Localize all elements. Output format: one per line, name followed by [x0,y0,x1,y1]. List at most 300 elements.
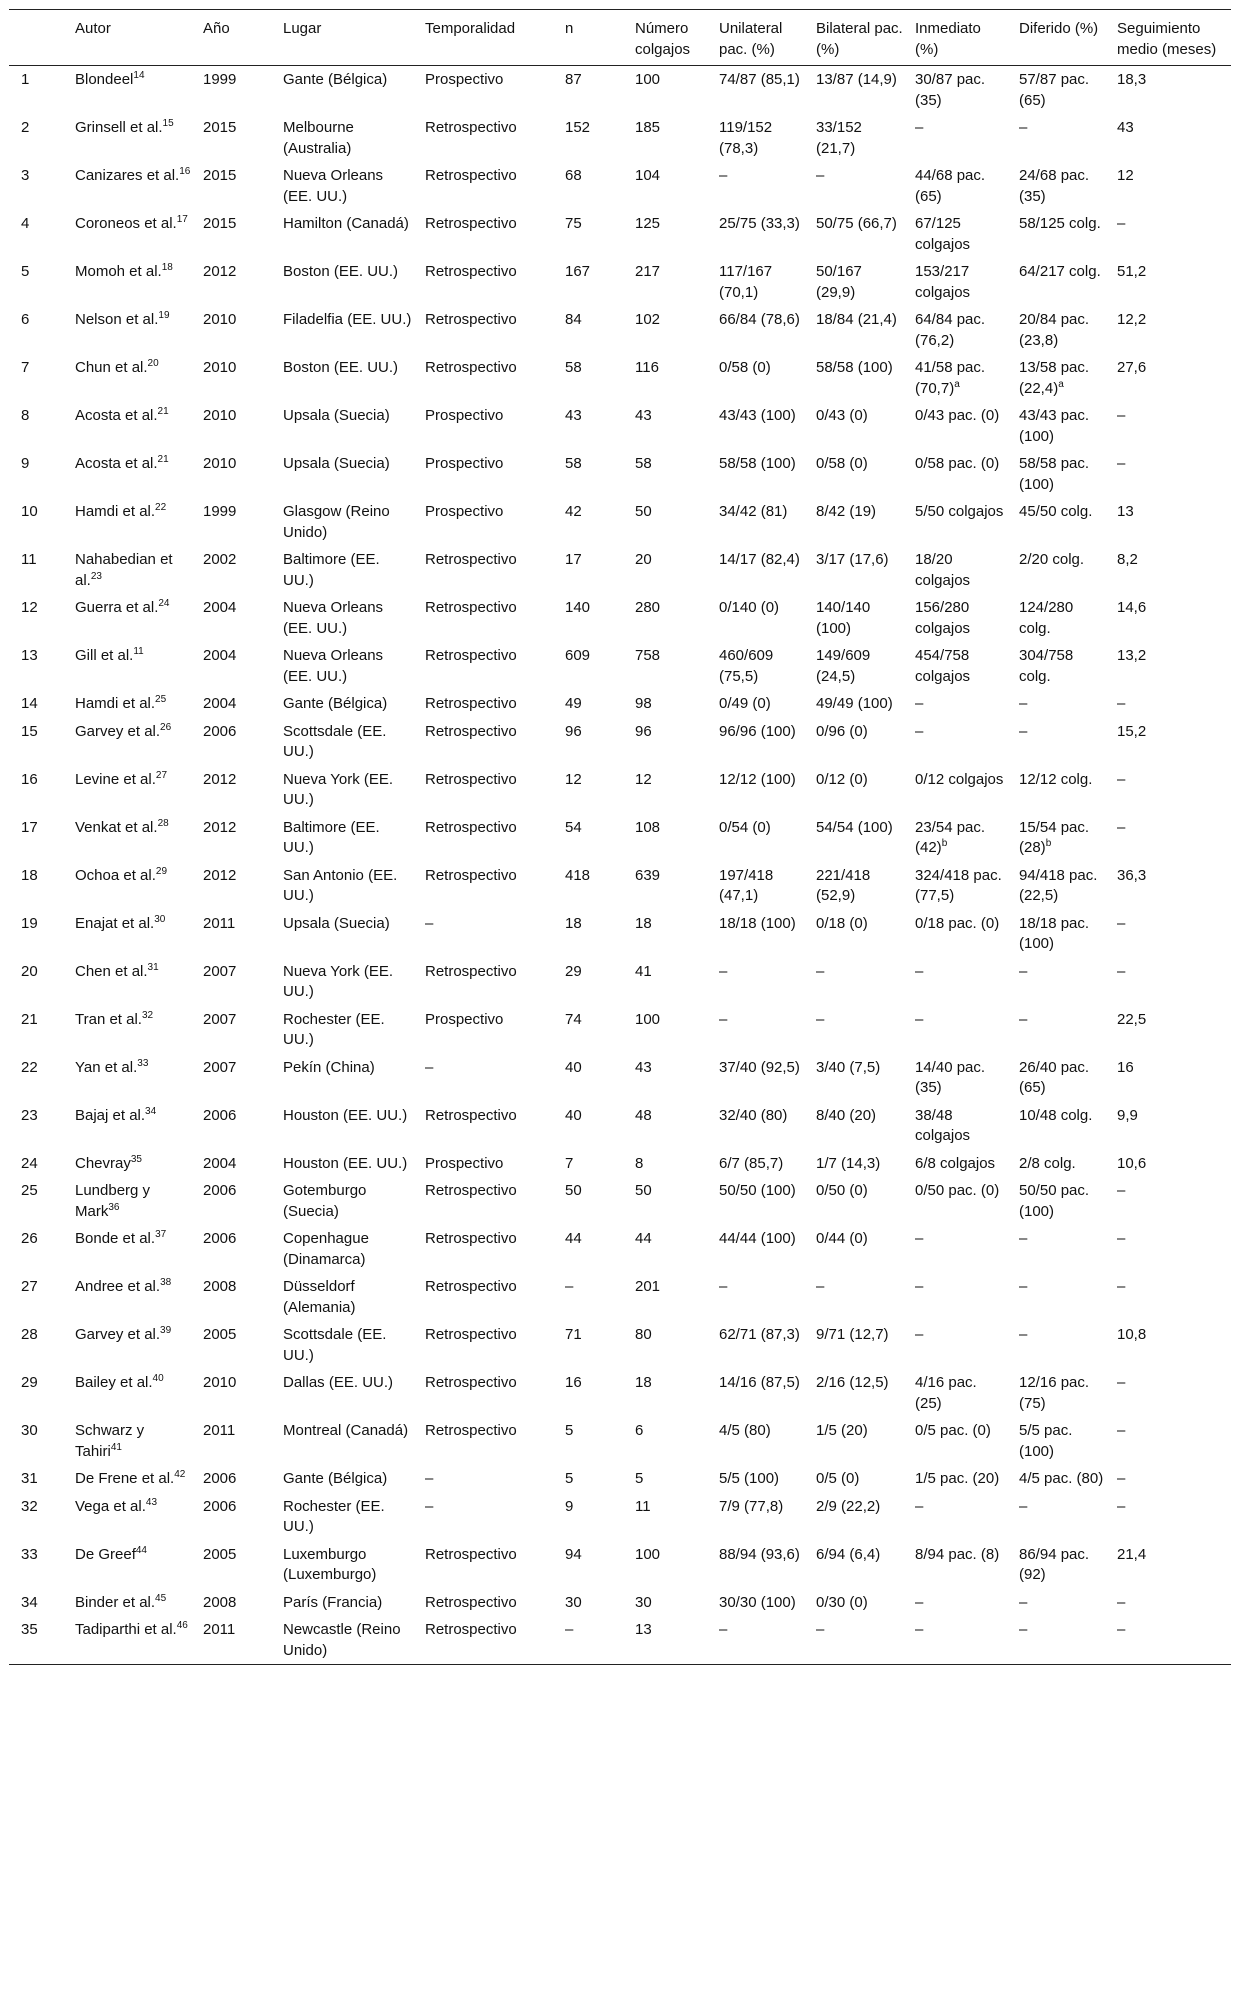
immediate-value: 67/125 colgajos [915,215,971,253]
author-cell [69,1616,197,1665]
immediate-value: 324/418 pac. (77,5) [915,866,1002,904]
immediate-value: – [915,1010,924,1028]
author-cell [69,594,197,642]
reference-number: 21 [157,454,169,465]
reference-number: 45 [155,1592,167,1604]
author-cell [69,1417,197,1465]
reference-number: 20 [147,358,159,369]
year-cell: 1999 [203,71,237,88]
immediate-cell [909,1369,1013,1417]
author-name: Coroneos et al. [75,215,177,232]
row-number: 5 [21,263,30,280]
followup-cell: – [1117,962,1126,980]
unilateral-cell: 96/96 (100) [719,722,796,740]
delayed-value: 94/418 pac. (22,5) [1019,866,1098,904]
followup-cell: – [1117,215,1126,232]
temporality-cell: Retrospectivo [425,1326,517,1343]
immediate-value: 18/20 colgajos [915,551,971,589]
immediate-value: – [915,1621,924,1638]
delayed-cell [1013,1054,1111,1102]
delayed-value: 26/40 pac. (65) [1019,1058,1090,1096]
reference-number: 43 [145,1496,158,1508]
row-number: 31 [21,1470,38,1487]
year-cell: 2006 [203,1182,237,1199]
delayed-value: – [1019,695,1028,712]
reference-number: 26 [160,721,172,733]
author-cell [69,1465,197,1493]
followup-cell: 12,2 [1117,311,1147,328]
location-cell: Rochester (EE. UU.) [283,1010,385,1048]
immediate-value: – [915,722,924,740]
delayed-cell [1013,258,1111,306]
immediate-cell [909,1102,1013,1150]
table-row [9,766,1231,814]
immediate-cell [909,718,1013,766]
studies-table [9,9,1231,1665]
table-row [9,210,1231,258]
table-row [9,910,1231,958]
immediate-value: 156/280 colgajos [915,599,971,637]
reference-number: 37 [155,1229,167,1240]
n-cell: 96 [565,722,582,740]
delayed-value: – [1019,1593,1028,1611]
delayed-cell [1013,1273,1111,1321]
author-cell [69,258,197,306]
immediate-value: 8/94 pac. (8) [915,1545,1000,1563]
immediate-value: 4/16 pac. (25) [915,1374,977,1412]
delayed-cell [1013,1417,1111,1465]
immediate-cell [909,1273,1013,1321]
reference-number: 11 [133,646,144,657]
unilateral-cell: 119/152 (78,3) [719,119,773,157]
immediate-value: 23/54 pac. (42) [915,818,986,856]
immediate-value: 14/40 pac. (35) [915,1058,986,1096]
temporality-cell: Prospectivo [425,455,504,472]
n-cell: 30 [565,1593,582,1611]
table-row [9,1493,1231,1541]
row-number: 16 [21,770,38,788]
delayed-value: 12/12 colg. [1019,770,1093,788]
unilateral-cell: 12/12 (100) [719,770,796,788]
unilateral-cell: 37/40 (92,5) [719,1058,800,1076]
header-lugar: Lugar [283,20,322,37]
followup-cell: 18,3 [1117,71,1147,88]
delayed-value: 58/58 pac. (100) [1019,455,1090,493]
immediate-cell [909,642,1013,690]
reference-number: 31 [147,961,159,973]
followup-cell: – [1117,1593,1126,1611]
delayed-value: 43/43 pac. (100) [1019,407,1090,445]
delayed-value: 50/50 pac. (100) [1019,1182,1090,1220]
delayed-value: 57/87 pac. (65) [1019,71,1090,109]
reference-number: 21 [157,406,169,417]
year-cell: 2007 [203,962,237,980]
row-number: 34 [21,1593,38,1611]
bilateral-cell: 0/43 (0) [816,407,868,424]
location-cell: París (Francia) [283,1593,383,1611]
delayed-cell [1013,1102,1111,1150]
year-cell: 2010 [203,407,237,424]
author-name: Nelson et al. [75,311,159,328]
table-row [9,1417,1231,1465]
immediate-value: 454/758 colgajos [915,647,971,685]
immediate-value: 64/84 pac. (76,2) [915,311,986,349]
delayed-value: 304/758 colg. [1019,647,1074,685]
author-name: Chun et al. [75,359,148,376]
immediate-value: 0/58 pac. (0) [915,455,1000,472]
reference-number: 41 [110,1441,122,1453]
year-cell: 2008 [203,1278,237,1295]
delayed-value: 10/48 colg. [1019,1106,1093,1124]
author-name: Bonde et al. [75,1230,156,1247]
flaps-cell: 20 [635,551,652,568]
followup-cell: 10,8 [1117,1326,1147,1343]
author-name: Garvey et al. [75,722,161,740]
location-cell: Houston (EE. UU.) [283,1106,408,1124]
reference-number: 29 [155,865,168,877]
author-name: Hamdi et al. [75,695,156,712]
immediate-value: – [915,1230,924,1247]
location-cell: Montreal (Canadá) [283,1422,409,1439]
unilateral-cell: 6/7 (85,7) [719,1154,784,1172]
author-cell [69,1006,197,1054]
location-cell: Dallas (EE. UU.) [283,1374,394,1391]
temporality-cell: – [425,1497,434,1515]
location-cell: Melbourne (Australia) [283,119,354,157]
bilateral-cell: 0/96 (0) [816,722,868,740]
row-number: 17 [21,818,38,836]
location-cell: Nueva Orleans (EE. UU.) [283,647,384,685]
immediate-cell [909,210,1013,258]
followup-cell: 13 [1117,503,1134,520]
temporality-cell: Retrospectivo [425,647,517,664]
immediate-cell [909,1541,1013,1589]
table-row [9,306,1231,354]
bilateral-cell: 50/167 (29,9) [816,263,862,301]
immediate-value: 5/50 colgajos [915,503,1004,520]
year-cell: 1999 [203,503,237,520]
year-cell: 2004 [203,1154,237,1172]
header-n: n [565,20,574,37]
bilateral-cell: 8/40 (20) [816,1106,877,1124]
unilateral-cell: 0/49 (0) [719,695,771,712]
table-row [9,354,1231,402]
followup-cell: – [1117,1182,1126,1199]
year-cell: 2012 [203,866,237,884]
unilateral-cell: 460/609 (75,5) [719,647,774,685]
followup-cell: 12 [1117,167,1134,184]
delayed-cell [1013,306,1111,354]
location-cell: Upsala (Suecia) [283,914,390,932]
flaps-cell: 6 [635,1422,644,1439]
table-row [9,66,1231,115]
followup-cell: 27,6 [1117,359,1147,376]
delayed-value: – [1019,722,1028,740]
followup-cell: – [1117,818,1126,836]
location-cell: Boston (EE. UU.) [283,359,399,376]
temporality-cell: Prospectivo [425,1154,504,1172]
followup-cell: – [1117,407,1126,424]
bilateral-cell: 33/152 (21,7) [816,119,862,157]
location-cell: Newcastle (Reino Unido) [283,1621,401,1659]
immediate-cell [909,594,1013,642]
location-cell: Upsala (Suecia) [283,407,390,424]
temporality-cell: Retrospectivo [425,1422,517,1439]
row-number: 11 [21,551,37,568]
bilateral-cell: – [816,962,825,980]
n-cell: 94 [565,1545,582,1563]
table-row [9,1054,1231,1102]
flaps-cell: 80 [635,1326,652,1343]
year-cell: 2005 [203,1326,237,1343]
n-cell: 609 [565,647,591,664]
unilateral-cell: 14/17 (82,4) [719,551,800,568]
bilateral-cell: 140/140 (100) [816,599,871,637]
delayed-cell [1013,1006,1111,1054]
bilateral-cell: 2/9 (22,2) [816,1497,881,1515]
location-cell: Nueva Orleans (EE. UU.) [283,599,384,637]
author-name: Bailey et al. [75,1374,153,1391]
followup-cell: – [1117,1497,1126,1515]
year-cell: 2006 [203,722,237,740]
immediate-value: 153/217 colgajos [915,263,971,301]
year-cell: 2004 [203,695,237,712]
author-name: Vega et al. [75,1497,146,1515]
temporality-cell: Retrospectivo [425,866,517,884]
year-cell: 2015 [203,215,237,232]
bilateral-cell: 6/94 (6,4) [816,1545,881,1563]
temporality-cell: Retrospectivo [425,1230,517,1247]
n-cell: 68 [565,167,582,184]
n-cell: – [565,1278,574,1295]
location-cell: Hamilton (Canadá) [283,215,409,232]
location-cell: Boston (EE. UU.) [283,263,399,280]
bilateral-cell: – [816,1010,825,1028]
bilateral-cell: 9/71 (12,7) [816,1326,889,1343]
temporality-cell: Retrospectivo [425,1545,517,1563]
delayed-value: 58/125 colg. [1019,215,1101,232]
author-cell [69,498,197,546]
immediate-cell [909,1006,1013,1054]
author-cell [69,1150,197,1178]
followup-cell: – [1117,695,1126,712]
bilateral-cell: 0/30 (0) [816,1593,868,1611]
immediate-value: 0/5 pac. (0) [915,1422,991,1439]
author-name: De Greef [75,1545,136,1563]
n-cell: 5 [565,1422,574,1439]
bilateral-cell: 1/7 (14,3) [816,1154,881,1172]
delayed-value: 13/58 pac. (22,4) [1019,359,1090,397]
followup-cell: – [1117,914,1126,932]
author-name: Andree et al. [75,1278,161,1295]
unilateral-cell: – [719,167,728,184]
unilateral-cell: – [719,1278,728,1295]
unilateral-cell: 4/5 (80) [719,1422,771,1439]
reference-number: 28 [157,817,169,829]
followup-cell: 16 [1117,1058,1134,1076]
flaps-cell: 13 [635,1621,652,1638]
unilateral-cell: 34/42 (81) [719,503,788,520]
immediate-cell [909,258,1013,306]
reference-number: 15 [162,118,174,129]
delayed-value: 124/280 colg. [1019,599,1074,637]
n-cell: 87 [565,71,582,88]
location-cell: Filadelfia (EE. UU.) [283,311,412,328]
delayed-cell [1013,1616,1111,1665]
immediate-cell [909,1054,1013,1102]
author-name: Lundberg y Mark [75,1182,151,1220]
delayed-value: – [1019,1230,1028,1247]
delayed-value: – [1019,1497,1028,1515]
flaps-cell: 8 [635,1154,644,1172]
temporality-cell: Retrospectivo [425,551,517,568]
table-row [9,958,1231,1006]
table-row [9,594,1231,642]
reference-number: 17 [176,214,188,225]
immediate-value: – [915,1593,924,1611]
row-number: 32 [21,1497,38,1515]
temporality-cell: Retrospectivo [425,263,517,280]
followup-cell: – [1117,1230,1126,1247]
year-cell: 2007 [203,1058,237,1076]
bilateral-cell: 0/44 (0) [816,1230,868,1247]
temporality-cell: Retrospectivo [425,119,517,136]
n-cell: 29 [565,962,582,980]
immediate-cell [909,766,1013,814]
author-name: Venkat et al. [75,818,158,836]
flaps-cell: 217 [635,263,661,280]
author-name: Guerra et al. [75,599,159,616]
immediate-cell [909,1177,1013,1225]
row-number: 24 [21,1154,38,1172]
followup-cell: – [1117,1470,1126,1487]
delayed-value: 20/84 pac. (23,8) [1019,311,1090,349]
delayed-value: 5/5 pac. (100) [1019,1422,1073,1460]
delayed-value: 18/18 pac. (100) [1019,914,1090,952]
row-number: 20 [21,962,38,980]
location-cell: Scottsdale (EE. UU.) [283,1326,387,1364]
delayed-value: 12/16 pac. (75) [1019,1374,1090,1412]
reference-number: 25 [155,694,167,705]
delayed-cell [1013,162,1111,210]
table-row [9,498,1231,546]
author-cell [69,814,197,862]
year-cell: 2011 [203,1422,236,1439]
year-cell: 2015 [203,167,237,184]
author-name: Yan et al. [75,1058,138,1076]
delayed-cell [1013,402,1111,450]
temporality-cell: Retrospectivo [425,722,517,740]
author-name: De Frene et al. [75,1470,175,1487]
bilateral-cell: 49/49 (100) [816,695,893,712]
flaps-cell: 125 [635,215,661,232]
header-temporalidad: Temporalidad [425,20,516,37]
n-cell: 5 [565,1470,574,1487]
table-row [9,1369,1231,1417]
row-number: 15 [21,722,38,740]
temporality-cell: Retrospectivo [425,1278,517,1295]
table-row [9,1150,1231,1178]
n-cell: 140 [565,599,591,616]
unilateral-cell: 32/40 (80) [719,1106,788,1124]
table-row [9,1616,1231,1665]
location-cell: Pekín (China) [283,1058,375,1076]
author-name: Schwarz y Tahiri [75,1422,145,1460]
year-cell: 2006 [203,1497,237,1515]
reference-number: 38 [160,1277,172,1288]
header-colgajos: Número colgajos [635,20,691,58]
location-cell: Gotemburgo (Suecia) [283,1182,367,1220]
delayed-value: 2/20 colg. [1019,551,1085,568]
flaps-cell: 98 [635,695,652,712]
location-cell: San Antonio (EE. UU.) [283,866,398,904]
table-row [9,1225,1231,1273]
reference-number: 44 [135,1544,147,1556]
unilateral-cell: 0/140 (0) [719,599,780,616]
delayed-cell [1013,1465,1111,1493]
delayed-cell [1013,690,1111,718]
table-row [9,1177,1231,1225]
bilateral-cell: – [816,167,825,184]
reference-number: 32 [141,1009,154,1021]
table-row [9,114,1231,162]
followup-cell: 22,5 [1117,1010,1147,1028]
author-cell [69,690,197,718]
n-cell: 16 [565,1374,582,1391]
author-cell [69,1541,197,1589]
flaps-cell: 100 [635,1010,661,1028]
year-cell: 2008 [203,1593,237,1611]
table-row [9,1273,1231,1321]
year-cell: 2011 [203,914,236,932]
n-cell: 167 [565,263,591,280]
bilateral-cell: 1/5 (20) [816,1422,868,1439]
footnote-mark: a [954,378,960,390]
flaps-cell: 50 [635,503,652,520]
author-cell [69,1493,197,1541]
delayed-cell [1013,114,1111,162]
immediate-value: – [915,1326,924,1343]
unilateral-cell: 44/44 (100) [719,1230,796,1247]
year-cell: 2005 [203,1545,237,1563]
row-number: 28 [21,1326,38,1343]
table-row [9,814,1231,862]
author-cell [69,546,197,594]
n-cell: 418 [565,866,591,884]
n-cell: 17 [565,551,582,568]
year-cell: 2012 [203,263,237,280]
flaps-cell: 50 [635,1182,652,1199]
delayed-cell [1013,718,1111,766]
location-cell: Glasgow (Reino Unido) [283,503,390,541]
immediate-cell [909,498,1013,546]
delayed-cell [1013,210,1111,258]
followup-cell: 13,2 [1117,647,1147,664]
reference-number: 14 [133,70,145,81]
delayed-value: – [1019,1621,1028,1638]
year-cell: 2010 [203,455,237,472]
delayed-cell [1013,1150,1111,1178]
immediate-cell [909,114,1013,162]
immediate-cell [909,1465,1013,1493]
temporality-cell: Prospectivo [425,503,504,520]
flaps-cell: 100 [635,1545,661,1563]
author-name: Ochoa et al. [75,866,156,884]
unilateral-cell: 88/94 (93,6) [719,1545,800,1563]
table-row [9,1006,1231,1054]
table-row [9,690,1231,718]
bilateral-cell: – [816,1278,825,1295]
